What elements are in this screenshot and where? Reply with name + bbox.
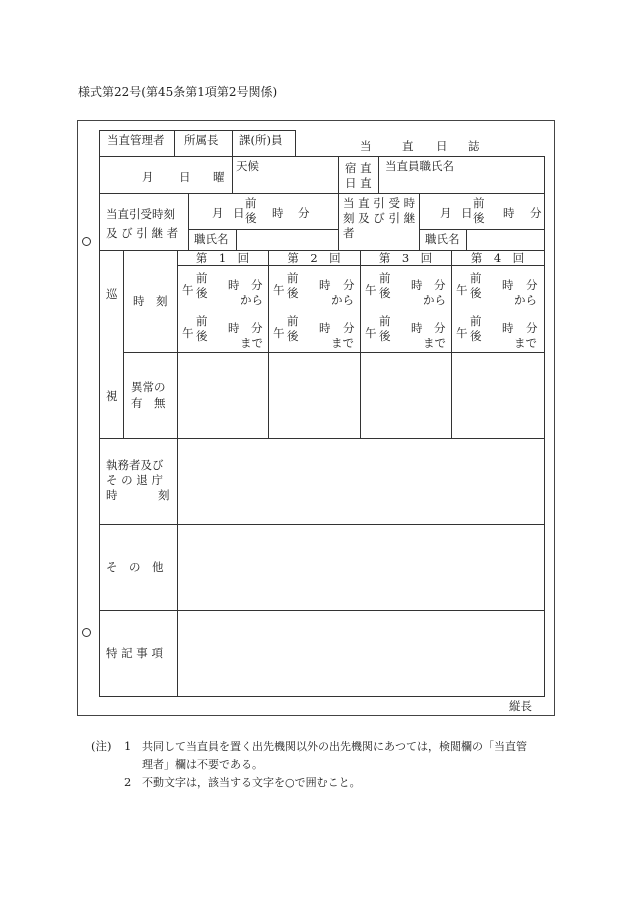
round-1-am: 前	[196, 271, 208, 285]
chief-label: 所属長	[184, 133, 219, 147]
patrol-time-label: 時 刻	[133, 294, 168, 308]
handover-minute-2: 分	[530, 206, 542, 220]
handover-day: 日	[233, 206, 245, 220]
special-notes-label: 特 記 事 項	[106, 646, 163, 660]
note-1-line2: 理者」欄は不要である。	[142, 758, 263, 771]
weekday-label: 曜	[213, 170, 225, 184]
handover-am-2: 前	[473, 196, 485, 210]
handover-month: 月	[212, 206, 224, 220]
round-2-pm-2: 後	[287, 329, 299, 343]
round-2-am: 前	[287, 271, 299, 285]
round-4-pm-2: 後	[470, 329, 482, 343]
round-3-until: まで	[423, 336, 446, 350]
round-4-am: 前	[470, 271, 482, 285]
handover-am: 前	[245, 196, 257, 210]
round-1-hour-2: 時	[228, 321, 240, 335]
round-4-noon: 午	[456, 283, 468, 297]
round-3-pm: 後	[379, 286, 391, 300]
handover-right-label-line2: 刻 及 び 引 継	[343, 211, 416, 225]
anomaly-label-line1: 異常の	[131, 380, 166, 394]
note-2-text: 不動文字は，該当する文字を○で囲むこと。	[142, 776, 361, 789]
round-1-until: まで	[240, 336, 263, 350]
round-2-minute-2: 分	[343, 321, 355, 335]
round-2-header: 第 2 回	[287, 251, 341, 265]
round-3-pm-2: 後	[379, 329, 391, 343]
handover-label-line1: 当直引受時刻	[106, 207, 175, 221]
staff-departure-label-line3a: 時	[106, 488, 118, 502]
form-title: 様式第22号(第45条第1項第2号関係)	[78, 85, 278, 99]
handover-pm-2: 後	[473, 211, 485, 225]
supervisor-label: 当直管理者	[107, 133, 165, 147]
staff-departure-label-line3b: 刻	[158, 488, 170, 502]
orientation-label: 縦長	[509, 699, 532, 713]
handover-minute: 分	[298, 206, 310, 220]
round-1-minute-2: 分	[251, 321, 263, 335]
round-3-am: 前	[379, 271, 391, 285]
round-4-from: から	[514, 293, 537, 307]
handover-day-2: 日	[461, 206, 473, 220]
round-2-noon: 午	[273, 283, 285, 297]
section-staff-label: 課(所)員	[239, 133, 283, 147]
handover-hour-2: 時	[503, 206, 515, 220]
night-duty-label: 宿 直	[345, 161, 372, 175]
round-4-hour: 時	[502, 278, 514, 292]
round-4-noon-2: 午	[456, 326, 468, 340]
round-4-header: 第 4 回	[470, 251, 525, 265]
anomaly-label-line2: 有 無	[131, 396, 166, 410]
round-3-am-2: 前	[379, 314, 391, 328]
round-4-minute-2: 分	[526, 321, 538, 335]
round-4-hour-2: 時	[502, 321, 514, 335]
diary-title-char: 直	[402, 139, 414, 153]
day-duty-label: 日 直	[345, 176, 372, 190]
diary-title-char: 誌	[468, 139, 480, 153]
round-4-pm: 後	[470, 286, 482, 300]
note-1-number: 1	[124, 739, 132, 753]
round-2-minute: 分	[343, 278, 355, 292]
round-3-from: から	[423, 293, 446, 307]
round-2-pm: 後	[287, 286, 299, 300]
handover-label-line2: 及 び 引 継 者	[106, 226, 179, 240]
handover-name-title-2: 職氏名	[425, 232, 460, 246]
other-label: そ の 他	[106, 560, 164, 574]
round-4-until: まで	[514, 336, 537, 350]
month-label: 月	[142, 170, 154, 184]
round-2-from: から	[331, 293, 354, 307]
diary-title-char: 日	[436, 139, 448, 153]
round-1-noon-2: 午	[182, 326, 194, 340]
handover-right-label-line3: 者	[343, 226, 355, 240]
round-2-hour: 時	[319, 278, 331, 292]
handover-name-title: 職氏名	[194, 232, 229, 246]
weather-label: 天候	[236, 159, 259, 173]
diary-title-char: 当	[360, 139, 372, 153]
staff-departure-label-line1: 執務者及び	[106, 458, 164, 472]
round-1-am-2: 前	[196, 314, 208, 328]
notes-prefix: (注)	[91, 739, 112, 753]
handover-right-label-line1: 当 直 引 受 時	[343, 196, 416, 210]
round-3-noon-2: 午	[365, 326, 377, 340]
round-1-hour: 時	[228, 278, 240, 292]
round-3-header: 第 3 回	[378, 251, 433, 265]
round-1-from: から	[240, 293, 263, 307]
round-4-am-2: 前	[470, 314, 482, 328]
round-3-minute-2: 分	[434, 321, 446, 335]
round-3-noon: 午	[365, 283, 377, 297]
round-2-am-2: 前	[287, 314, 299, 328]
duty-officer-name-label: 当直員職氏名	[385, 159, 454, 173]
note-1-line1: 共同して当直員を置く出先機関以外の出先機関にあつては，検閲欄の「当直管	[142, 740, 527, 753]
round-1-minute: 分	[251, 278, 263, 292]
round-1-header: 第 1 回	[195, 251, 250, 265]
round-3-hour: 時	[411, 278, 423, 292]
note-2-number: 2	[124, 775, 132, 789]
round-2-hour-2: 時	[319, 321, 331, 335]
round-4-minute: 分	[526, 278, 538, 292]
round-3-hour-2: 時	[411, 321, 423, 335]
handover-hour: 時	[272, 206, 284, 220]
punch-hole-icon	[82, 237, 91, 246]
day-label: 日	[179, 170, 191, 184]
staff-departure-label-line2: そ の 退 庁	[106, 473, 163, 487]
round-1-pm-2: 後	[196, 329, 208, 343]
round-2-noon-2: 午	[273, 326, 285, 340]
round-2-until: まで	[331, 336, 354, 350]
handover-pm: 後	[245, 211, 257, 225]
punch-hole-icon	[82, 628, 91, 637]
round-3-minute: 分	[434, 278, 446, 292]
handover-month-2: 月	[440, 206, 452, 220]
round-1-noon: 午	[182, 283, 194, 297]
patrol-side-char: 視	[106, 389, 118, 403]
round-1-pm: 後	[196, 286, 208, 300]
patrol-side-char: 巡	[106, 287, 118, 301]
